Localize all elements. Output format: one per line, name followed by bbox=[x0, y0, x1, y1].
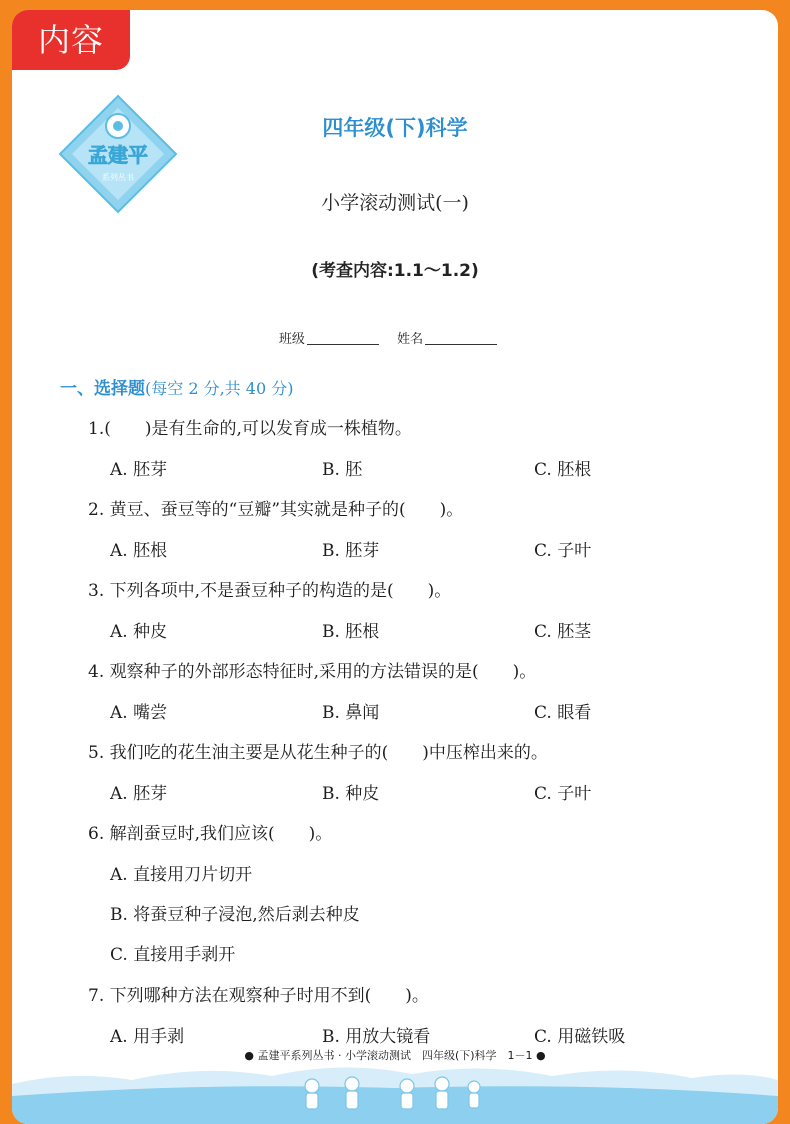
q7-option-a[interactable]: A. 用手剥 bbox=[110, 1027, 185, 1047]
q4-option-a[interactable]: A. 嘴尝 bbox=[110, 703, 168, 723]
q3-option-b[interactable]: B. 胚根 bbox=[322, 622, 380, 642]
test-scope: (考查内容:1.1～1.2) bbox=[311, 261, 479, 281]
q1-option-c[interactable]: C. 胚根 bbox=[534, 460, 592, 480]
q3-option-a[interactable]: A. 种皮 bbox=[110, 622, 168, 642]
class-label: 班级 bbox=[278, 332, 305, 347]
logo-subtext: 系列丛书 bbox=[102, 173, 134, 182]
content-tag: 内容 bbox=[12, 10, 130, 70]
question-1: 1.( )是有生命的,可以发育成一株植物。 bbox=[88, 419, 412, 439]
question-7: 7. 下列哪种方法在观察种子时用不到( )。 bbox=[88, 986, 429, 1006]
page-footer: ● 孟建平系列丛书 · 小学滚动测试 四年级(下)科学 1－1 ● bbox=[244, 1049, 546, 1062]
name-label: 姓名 bbox=[397, 332, 424, 347]
q7-option-b[interactable]: B. 用放大镜看 bbox=[322, 1027, 431, 1047]
section-note: (每空 2 分,共 40 分) bbox=[145, 379, 294, 398]
q4-option-b[interactable]: B. 鼻闻 bbox=[322, 703, 380, 723]
q6-option-a[interactable]: A. 直接用刀片切开 bbox=[110, 865, 253, 885]
q2-option-b[interactable]: B. 胚芽 bbox=[322, 541, 380, 561]
section-label: 一、选择题 bbox=[60, 379, 145, 399]
q3-option-c[interactable]: C. 胚茎 bbox=[534, 622, 592, 642]
q5-option-b[interactable]: B. 种皮 bbox=[322, 784, 380, 804]
question-4: 4. 观察种子的外部形态特征时,采用的方法错误的是( )。 bbox=[88, 662, 537, 682]
q6-option-c[interactable]: C. 直接用手剥开 bbox=[110, 945, 236, 965]
name-blank[interactable] bbox=[425, 344, 497, 345]
question-3: 3. 下列各项中,不是蚕豆种子的构造的是( )。 bbox=[88, 581, 452, 601]
q2-option-c[interactable]: C. 子叶 bbox=[534, 541, 592, 561]
worksheet-page bbox=[12, 10, 778, 1124]
q5-option-a[interactable]: A. 胚芽 bbox=[110, 784, 168, 804]
q7-option-c[interactable]: C. 用磁铁吸 bbox=[534, 1027, 626, 1047]
section-heading bbox=[60, 374, 293, 399]
question-5: 5. 我们吃的花生油主要是从花生种子的( )中压榨出来的。 bbox=[88, 743, 548, 763]
q1-option-b[interactable]: B. 胚 bbox=[322, 460, 363, 480]
q5-option-c[interactable]: C. 子叶 bbox=[534, 784, 592, 804]
logo-text: 孟建平 bbox=[88, 143, 148, 167]
test-subtitle: 小学滚动测试(一) bbox=[321, 192, 469, 214]
student-info bbox=[12, 328, 778, 347]
q2-option-a[interactable]: A. 胚根 bbox=[110, 541, 168, 561]
question-6: 6. 解剖蚕豆时,我们应该( )。 bbox=[88, 824, 333, 844]
q4-option-c[interactable]: C. 眼看 bbox=[534, 703, 592, 723]
q1-option-a[interactable]: A. 胚芽 bbox=[110, 460, 168, 480]
class-blank[interactable] bbox=[307, 344, 379, 345]
page-title: 四年级(下)科学 bbox=[322, 116, 468, 140]
question-2: 2. 黄豆、蚕豆等的“豆瓣”其实就是种子的( )。 bbox=[88, 500, 464, 520]
q6-option-b[interactable]: B. 将蚕豆种子浸泡,然后剥去种皮 bbox=[110, 905, 360, 925]
